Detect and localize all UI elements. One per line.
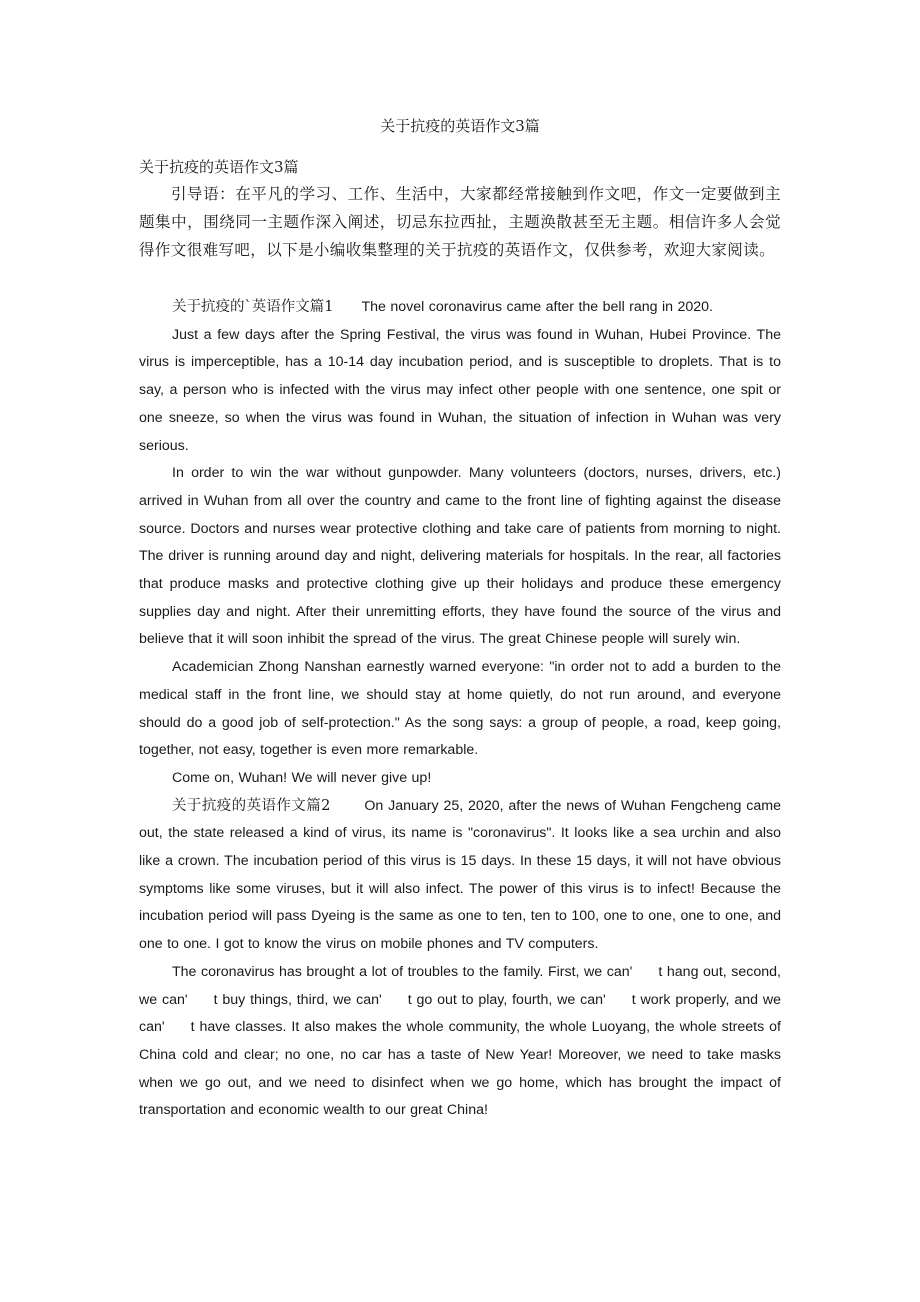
essay1-paragraph-4: Academician Zhong Nanshan earnestly warned everyone: "in order not to add a burden to the medical staff in the front line, we should stay at home quietly, do not run around, and everyone should do a good job of self-protection." As the song says: a group of people, a road, keep going, together, not easy, together is even more remarkable. [139, 659, 781, 759]
document-title: 关于抗疫的英语作文3篇 [380, 117, 540, 135]
intro-paragraph: 引导语：在平凡的学习、工作、生活中，大家都经常接触到作文吧，作文一定要做到主题集中，围绕同一主题作深入阐述，切忌东拉西扯，主题涣散甚至无主题。相信许多人会觉得作文很难写吧，以下是小编收集整理的关于抗疫的英语作文，仅供参考，欢迎大家阅读。 [139, 185, 781, 259]
essay1-paragraph-2: Just a few days after the Spring Festival, the virus was found in Wuhan, Hubei Province. The virus is imperceptible, has a 10-14 day incubation period, and is susceptible to droplets. That is to say, a person who is infected with the virus may infect other people with one sentence, one spit or one sneeze, so when the virus was found in Wuhan, the situation of infection in Wuhan was very serious. [139, 326, 781, 454]
essay2-paragraph-2 [139, 959, 781, 1125]
document-body [139, 156, 781, 1125]
essay2-heading-paragraph [139, 793, 781, 959]
essay1-paragraph-1: The novel coronavirus came after the bell rang in 2020. [361, 299, 713, 315]
essay-section [139, 294, 781, 1125]
essay1-paragraph-3: In order to win the war without gunpowder. Many volunteers (doctors, nurses, drivers, etc.) arrived in Wuhan from all over the country and came to the front line of fighting against the disease source. Doctors and nurses wear protective clothing and take care of patients from morning to night. The driver is running around day and night, delivering materials for hospitals. In the rear, all factories that produce masks and protective clothing give up their holidays and produce these emergency supplies day and night. After their unremitting efforts, they have found the source of the virus and believe that it will soon inhibit the spread of the virus. The great Chinese people will surely win. [139, 465, 781, 648]
essay1-heading-paragraph [139, 294, 781, 322]
essay2-heading: 关于抗疫的英语作文篇2 [172, 797, 331, 814]
essay2-paragraph-1: On January 25, 2020, after the news of Wuhan Fengcheng came out, the state released a kind of virus, its name is "coronavirus". It looks like a sea urchin and also like a crown. The incubation period of this virus is 15 days. In these 15 days, it will not have obvious symptoms like some viruses, but it will also infect. The power of this virus is to infect! Because the incubation period will pass Dyeing is the same as one to ten, ten to 100, one to one, one to one, and one to one. I got to know the virus on mobile phones and TV computers. [139, 797, 781, 953]
essay2-p2-part-5: t work properly, and we can' [139, 991, 781, 1036]
essay2-p2-part-2: t hang out, second, we can' [139, 963, 781, 1008]
essay1-paragraph-5: Come on, Wuhan! We will never give up! [172, 769, 432, 786]
essay2-p2-part-1: The coronavirus has brought a lot of troubles to the family. First, we can' [172, 963, 633, 980]
essay2-p2-part-4: t go out to play, fourth, we can' [407, 991, 606, 1008]
essay2-p2-part-6: t have classes. It also makes the whole community, the whole Luoyang, the whole streets of China cold and clear; no one, no car has a taste of New Year! Moreover, we need to take masks when we go out, and we need to disinfect when we go home, which has brought the impact of transportation and economic wealth to our great China! [139, 1019, 781, 1119]
document-subtitle: 关于抗疫的英语作文3篇 [139, 158, 299, 176]
essay1-heading: 关于抗疫的`英语作文篇1 [172, 299, 334, 315]
essay2-p2-part-3: t buy things, third, we can' [213, 991, 382, 1008]
